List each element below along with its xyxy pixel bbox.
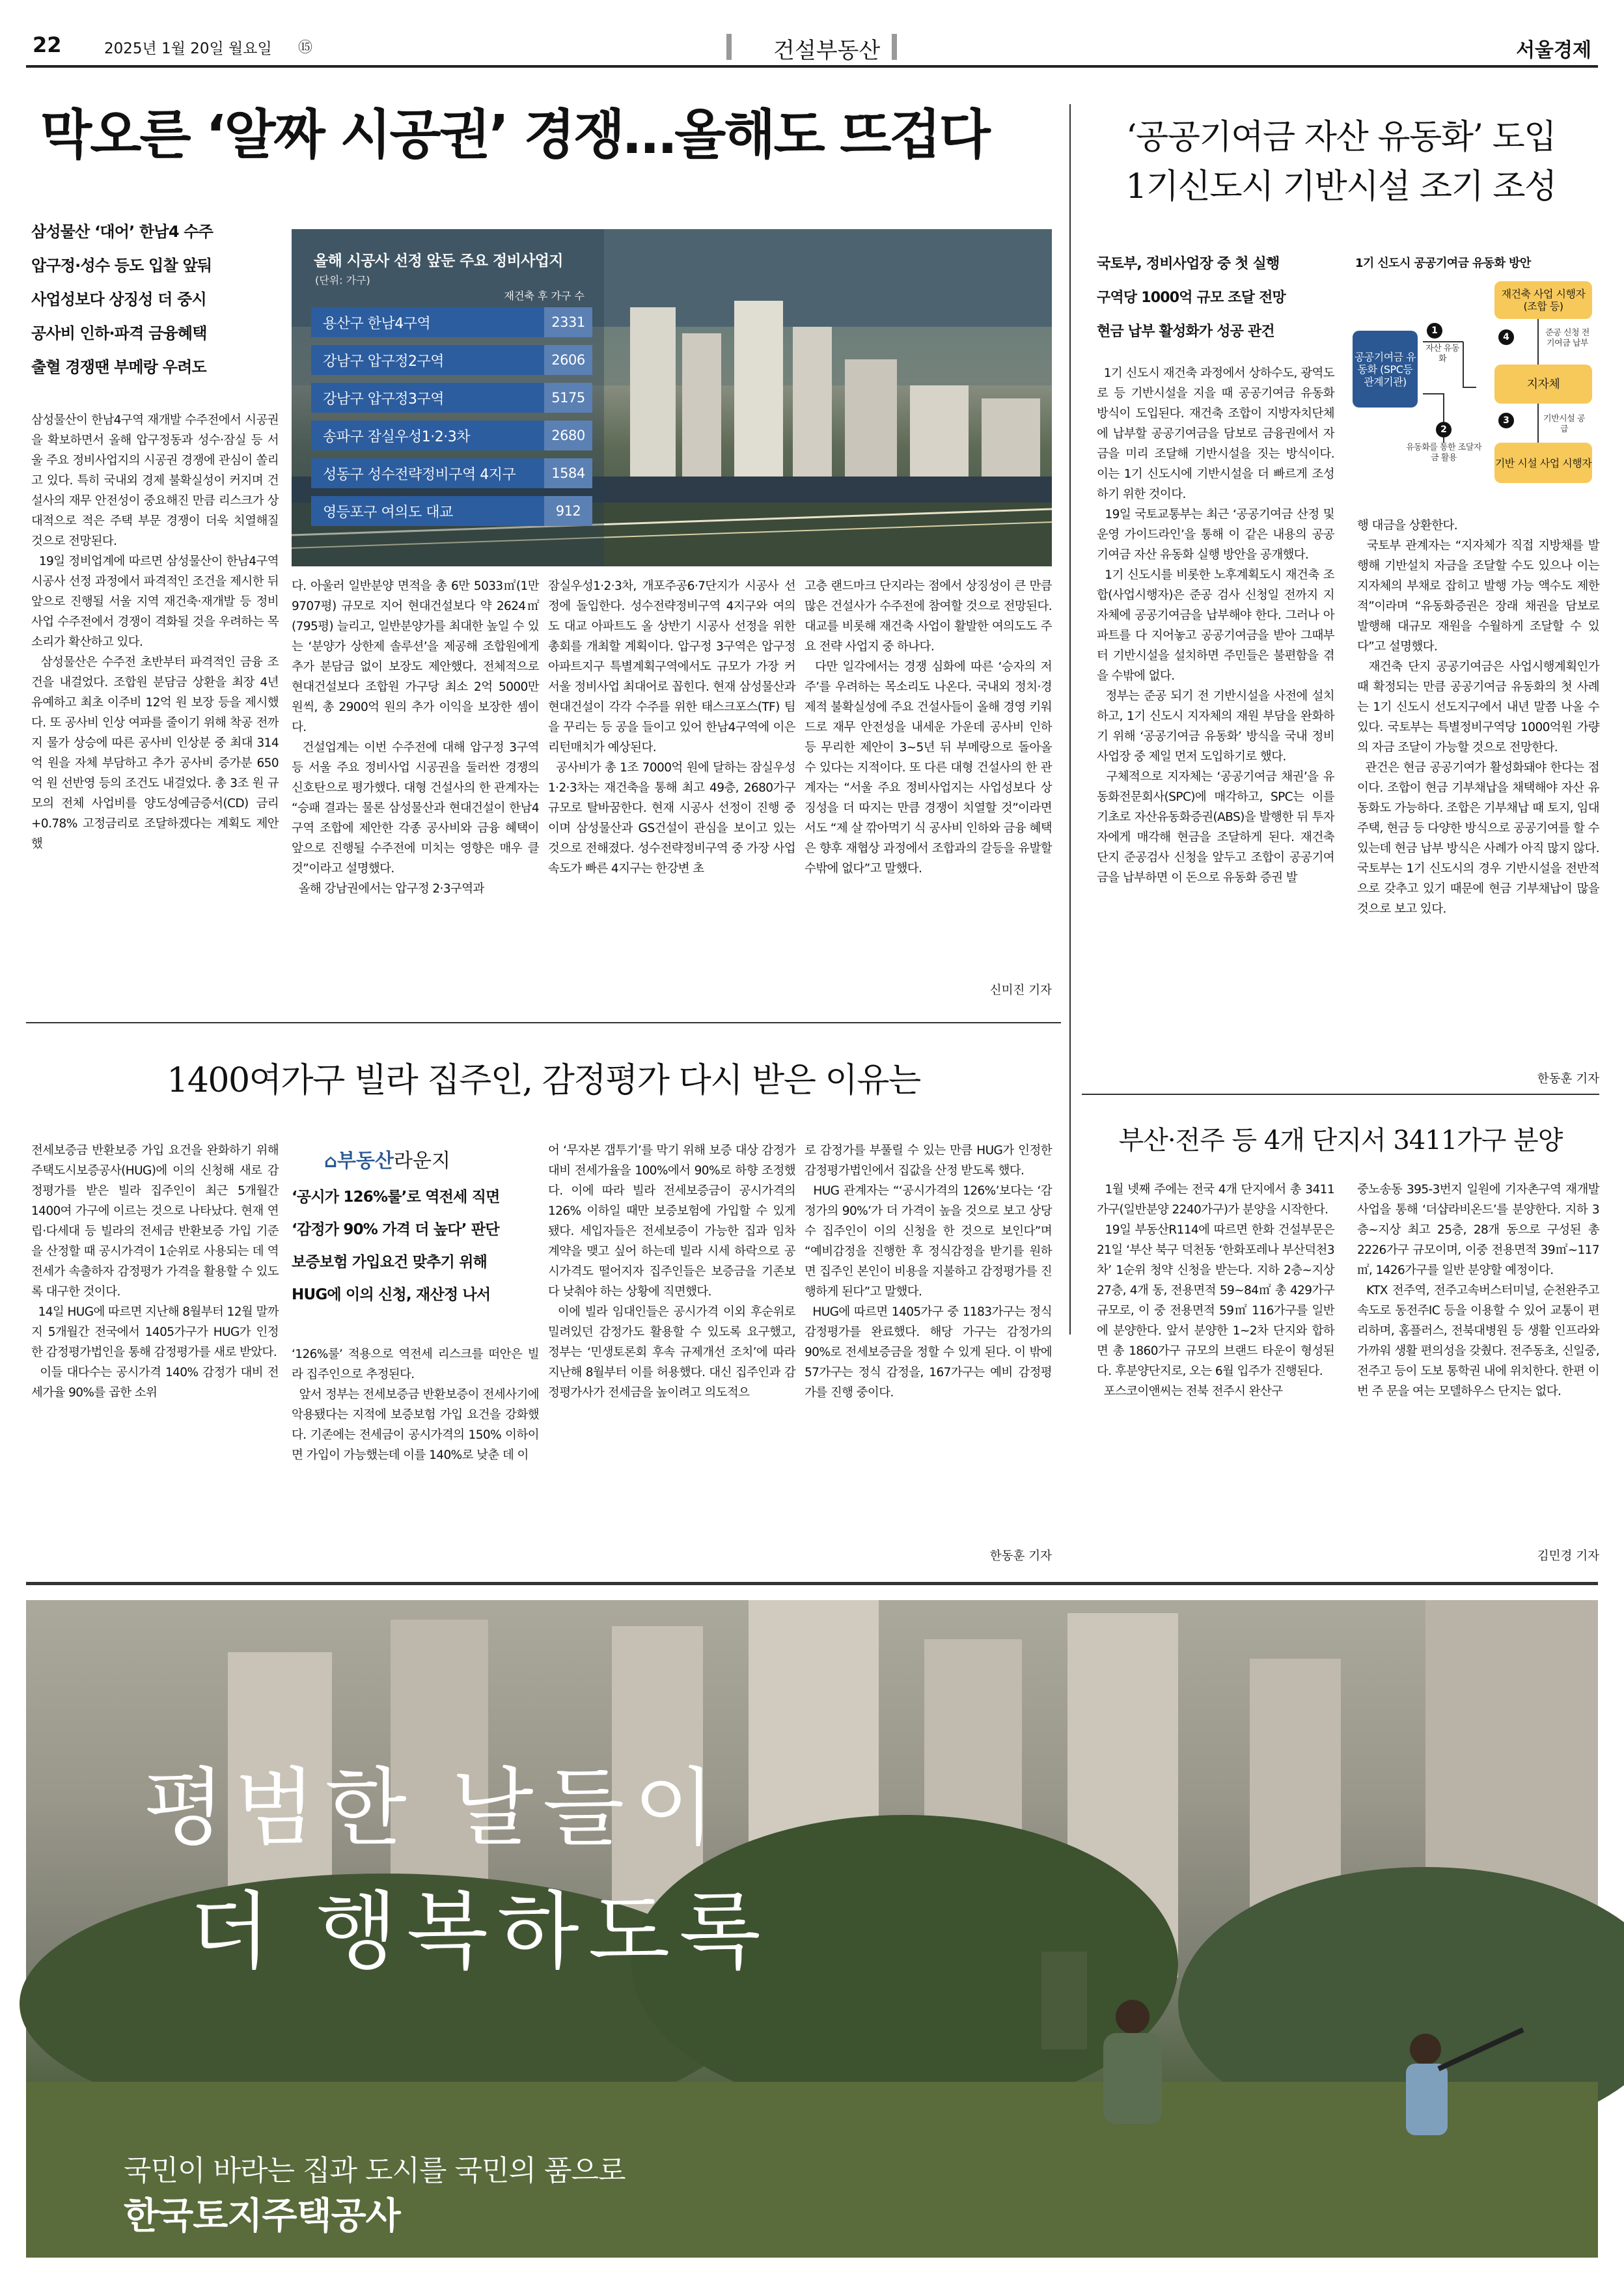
gov-node: 지자체	[1494, 365, 1592, 404]
row-value: 5175	[544, 383, 592, 413]
page-number: 22	[33, 33, 62, 57]
row-value: 2680	[544, 421, 592, 450]
villa-byline: 한동훈 기자	[989, 1549, 1052, 1563]
lounge-logo-suffix: 라운지	[394, 1150, 450, 1172]
row-name: 강남구 압구정3구역	[323, 391, 445, 408]
right-subheads	[1097, 247, 1331, 349]
table-row	[311, 307, 592, 337]
row-value: 912	[544, 496, 592, 526]
infra-node: 기반 시설 사업 시행자	[1494, 443, 1592, 483]
table-title: 올해 시공사 선정 앞둔 주요 정비사업지	[314, 253, 563, 270]
row-name: 송파구 잠실우성1·2·3차	[323, 428, 470, 445]
ad-top-rule	[26, 1582, 1598, 1585]
construction-photo	[292, 229, 1052, 566]
busan-col2: 중노송동 395-3번지 일원에 기자촌구역 재개발사업을 통해 ‘더샵라비온드’를 분양한다. 지하 3층~지상 최고 25층, 28개 동으로 구성된 총 2226가구 규모이며, 이중 전용면적 39㎡~117㎡, 1426가구를 일반 분양할 예정이다. KTX 전주역, 전주고속버스터미널, 순천완주고속도로 동전주IC 등을 이용할 수 있어 교통이 편리하며, 홈플러스, 전북대병원 등 생활 인프라와 가까워 생활 편의성을 갖췄다. 전주동초, 신일중, 전주고 등이 도보 통학권 내에 위치한다. 한편 이번 주 문을 여는 모델하우스 단지는 없다.	[1357, 1183, 1599, 1398]
edge-label-4: 준공 신청 전 기여금 납부	[1545, 328, 1590, 348]
villa-col3: 어 ‘무자본 갭투기’를 막기 위해 보증 대상 감정가 대비 전세가율을 100%에서 90%로 하향 조정했다. 이에 따라 빌라 전세보증금이 공시가격의 126% 이하일 때만 보증보험에 가입할 수 있게 됐다. 세입자들은 전세보증이 가능한 집과 임차 계약을 맺고 싶어 하는데 빌라 시세 하락으로 공시가격도 떨어지자 집주인들은 보증금을 기존보다 낮춰야 하는 상황에 직면했다. 이에 빌라 임대인들은 공시가격 이외 후순위로 밀려있던 감정가도 활용할 수 있도록 요구했고, 정부는 ‘민생토론회 후속 규제개선 조치’에 따라 지난해 8월부터 이를 허용했다. 대신 집주인과 감정평가사가 전세금을 높이려고 의도적으	[548, 1144, 795, 1400]
diagram-title: 1기 신도시 공공기여금 유동화 방안	[1355, 256, 1531, 270]
ad-slogan-2: 더 행복하도록	[189, 1882, 770, 1981]
subhead: 보증보험 가입요건 맞추기 위해	[292, 1254, 488, 1271]
row-value: 2331	[544, 307, 592, 337]
section-name: 건설부동산	[773, 38, 881, 64]
edge-label-1: 자산 유동화	[1425, 344, 1459, 364]
right-headline-2: 1기신도시 기반시설 조기 조성	[1125, 167, 1556, 206]
subhead: 삼성물산 ‘대어’ 한남4 수주	[31, 223, 213, 241]
villa-col1: 전세보증금 반환보증 가입 요건을 완화하기 위해 주택도시보증공사(HUG)에 이의 신청해 새로 감정평가를 받은 빌라 집주인이 최근 5개월간 1400여 가구에 이르는 것으로 나타났다. 현재 연립·다세대 등 빌라의 전세금 반환보증 가입 기준을 산정할 때 공시가격이 1순위로 사용되는 데 역전세가 속출하자 감정평가 가격을 활용할 수 있도록 대구한 것이다. 14일 HUG에 따르면 지난해 8월부터 12월 말까지 5개월간 전국에서 1405가구가 HUG가 인정한 감정평가법인을 통해 감정평가를 새로 받았다. 이들 대다수는 공시가격 140% 감정가 대비 전세가율 90%를 곱한 소위	[31, 1144, 279, 1400]
house-icon: ⌂	[324, 1150, 338, 1172]
main-headline: 막오른 ‘알짜 시공권’ 경쟁…올해도 뜨겁다	[40, 104, 989, 166]
subhead: 사업성보다 상징성 더 중시	[31, 290, 206, 309]
row-value: 2606	[544, 345, 592, 375]
edge-label-2: 유동화를 통한 조달자금 활용	[1406, 443, 1481, 463]
step-4: 4	[1498, 329, 1514, 345]
edge-label-3: 기반시설 공급	[1543, 414, 1585, 434]
table-row	[311, 458, 592, 488]
spc-node: 공공기여금 유동화 (SPC등 관계기관)	[1353, 331, 1418, 408]
header-gray-band	[726, 34, 732, 60]
row-name: 성동구 성수전략정비구역 4지구	[323, 466, 516, 483]
busan-byline: 김민경 기자	[1537, 1549, 1599, 1563]
main-article-col2: 다. 아울러 일반분양 면적을 총 6만 5033㎡(1만 9707평) 규모로 지어 현대건설보다 약 2624㎡(795평) 늘리고, 일반분양가를 최대한 높일 수 있는 ‘분양가 상한제 솔루션’을 제공해 조합원에게 추가 분담금 없이 보장도 제안했다. 전체적으로 현대건설보다 조합원 가구당 최소 2억 5000만 원씩, 총 2900억 원의 추가 이익을 보장한 셈이다. 건설업계는 이번 수주전에 대해 압구정 3구역 등 서울 주요 정비사업 시공권을 둘러싼 경쟁의 신호탄으로 평가했다. 대형 건설사의 한 관계자는 “승패 결과는 물론 삼성물산과 현대건설이 한남4구역 조합에 제안한 각종 공사비와 금융 혜택이 앞으로 진행될 수주전에 미치는 영향은 매우 클 것”이라고 설명했다. 올해 강남권에서는 압구정 2·3구역과	[292, 579, 539, 896]
step-2: 2	[1436, 422, 1452, 437]
newspaper-name: 서울경제	[1516, 39, 1591, 62]
table-col-header: 재건축 후 가구 수	[504, 290, 585, 302]
lounge-logo	[324, 1144, 450, 1173]
row-name: 용산구 한남4구역	[323, 315, 431, 332]
ad-company: 한국토지주택공사	[124, 2195, 400, 2237]
section-divider	[26, 1022, 1061, 1023]
step-1: 1	[1427, 323, 1442, 339]
table-panel	[292, 229, 604, 566]
issue-date: 2025년 1월 20일 월요일	[104, 40, 272, 57]
main-subheads	[31, 215, 279, 384]
busan-headline: 부산·전주 등 4개 단지서 3411가구 분양	[1118, 1126, 1563, 1155]
row-name: 영등포구 여의도 대교	[323, 504, 453, 521]
table-row	[311, 383, 592, 413]
main-article-col3: 잠실우성1·2·3차, 개포주공6·7단지가 시공사 선정에 돌입한다. 성수전략정비구역 4지구와 여의도 대교 아파트도 올 상반기 시공사 선정을 위한 총회를 개최할 계획이다. 압구정 3구역은 압구정 아파트지구 특별계획구역에서도 규모가 가장 커 서울 정비사업 최대어로 꼽힌다. 현재 삼성물산과 현대건설이 각각 수주를 위한 태스크포스(TF) 팀을 꾸리는 등 공을 들이고 있어 한남4구역에 이은 리턴매치가 예상된다. 공사비가 총 1조 7000억 원에 달하는 잠실우성1·2·3차는 재건축을 통해 최고 49층, 2680가구 규모로 탈바꿈한다. 현재 시공사 선정이 진행 중이며 삼성물산과 GS건설이 관심을 보이고 있는 것으로 전해졌다. 성수전략정비구역 중 가장 사업 속도가 빠른 4지구는 한강변 초	[548, 579, 795, 876]
column-divider	[1069, 104, 1071, 1335]
flow-diagram	[1346, 247, 1600, 495]
lounge-box	[292, 1141, 539, 1329]
busan-col1: 1월 넷째 주에는 전국 4개 단지에서 총 3411가구(일반분양 2240가구)가 분양을 시작한다. 19일 부동산R114에 따르면 한화 건설부문은 21일 ‘부산 북구 덕천동 ‘한화포레나 부산덕천3차’ 1순위 청약 신청을 받는다. 지하 2층~지상 27층, 4개 동, 전용면적 59~84㎡ 총 429가구 규모로, 이 중 전용면적 59㎡ 116가구를 일반에 분양한다. 앞서 분양한 1~2차 단지와 합하면 총 1860가구 규모의 브랜드 타운이 형성된다. 후분양단지로, 오는 6월 입주가 진행된다. 포스코이앤씨는 전북 전주시 완산구	[1097, 1183, 1334, 1398]
villa-headline: 1400여가구 빌라 집주인, 감정평가 다시 받은 이유는	[167, 1061, 920, 1100]
villa-col2: ‘126%룰’ 적용으로 역전세 리스크를 떠안은 빌라 집주인으로 추정된다. 앞서 정부는 전세보증금 반환보증이 전세사기에 악용됐다는 지적에 보증보험 가입 요건을 강화했다. 기존에는 전세금이 공시가격의 150% 이하이면 가입이 가능했는데 이를 140%로 낮춘 데 이	[292, 1348, 540, 1462]
section-divider	[1082, 1094, 1599, 1095]
subhead: ‘공시가 126%룰’로 역전세 직면	[292, 1189, 500, 1206]
right-article-col2: 행 대금을 상환한다. 국토부 관계자는 “지자체가 직접 지방채를 발행해 기반설치 자금을 조달할 수도 있으나 이는 지자체의 부채로 잡히고 발행 가능 액수도 제한적”이라며 “유동화증권은 장래 채권을 담보로 발행해 대규모 재원을 수월하게 조달할 수 있다”고 설명했다. 재건축 단지 공공기여금은 사업시행계획인가 때 확정되는 만큼 공공기여금 유동화의 첫 사례는 1기 신도시 선도지구에서 내년 말쯤 나올 수 있다. 국토부는 특별정비구역당 1000억원 가량의 자금 조달이 가능할 것으로 전망한다. 관건은 현금 공공기여가 활성화돼야 한다는 점이다. 조합이 현금 기부채납을 채택해야 자산 유동화도 가능하다. 조합은 기부채납 때 토지, 임대주택, 현금 등 다양한 방식으로 공공기여를 할 수 있는데 현금 납부 방식은 사례가 아직 많지 않다. 국토부는 1기 신도시의 경우 기반시설을 전반적으로 갖추고 있기 때문에 현금 기부채납이 많을 것으로 보고 있다.	[1357, 519, 1600, 916]
subhead: 압구정·성수 등도 입찰 앞둬	[31, 256, 212, 275]
subhead: 구역당 1000억 규모 조달 전망	[1097, 290, 1286, 306]
right-headline-1: ‘공공기여금 자산 유동화’ 도입	[1126, 118, 1556, 157]
subhead: HUG에 이의 신청, 재산정 나서	[292, 1286, 491, 1303]
lounge-logo-text: 부동산	[337, 1150, 394, 1172]
villa-col4: 로 감정가를 부풀릴 수 있는 만큼 HUG가 인정한 감정평가법인에서 집값을 산정 받도록 했다. HUG 관계자는 “‘공시가격의 126%’보다는 ‘감정가의 90%’가 더 가격이 높을 것으로 보고 상당수 집주인이 이의 신청을 한 것으로 보인다”며 “예비감정을 진행한 후 정식감정을 받기를 원하면 집주인 본인이 비용을 지불하고 감정평가를 진행하게 된다”고 말했다. HUG에 따르면 1405가구 중 1183가구는 정식감정평가를 완료했다. 해당 가구는 감정가의 90%로 전세보증금을 정할 수 있게 된다. 이 밖에 57가구는 정식 감정을, 167가구는 예비 감정평가를 진행 중이다.	[805, 1144, 1052, 1400]
right-article-col1: 1기 신도시 재건축 과정에서 상하수도, 광역도로 등 기반시설을 지을 때 공공기여금 유동화 방식이 도입된다. 재건축 조합이 지방자치단체에 납부할 공공기여금을 담보로 금융권에서 자금을 미리 조달해 기반시설을 짓는 방식이다. 이는 1기 신도시에 기반시설을 더 빠르게 조성하기 위한 것이다. 19일 국토교통부는 최근 ‘공공기여금 산정 및 운영 가이드라인’을 통해 이 같은 내용의 공공기여금 자산 유동화 실행 방안을 공개했다. 1기 신도시를 비롯한 노후계획도시 재건축 조합(사업시행자)은 준공 검사 신청일 전까지 지자체에 공공기여금을 납부해야 한다. 그러나 아파트를 다 지어놓고 공공기여금을 받아 그때부터 기반시설을 설치하면 주민들은 불편함을 겪을 수밖에 없다. 정부는 준공 되기 전 기반시설을 사전에 설치하고, 1기 신도시 지자체의 재원 부담을 완화하기 위해 ‘공공기여금 유동화’ 방식을 국내 정비사업장 중 제일 먼저 도입하기로 했다. 구체적으로 지자체는 ‘공공기여금 채권’을 유동화전문회사(SPC)에 매각하고, SPC는 이를 기초로 자산유동화증권(ABS)을 발행한 뒤 투자자에게 매각해 현금을 조달하게 된다. 재건축 단지 준공검사 신청을 앞두고 조합이 공공기여금을 납부하면 이 돈으로 유동화 증권 발	[1097, 367, 1335, 885]
subhead: 공사비 인하·파격 금융혜택	[31, 324, 207, 342]
table-row	[311, 496, 592, 526]
ad-slogan-1: 평범한 날들이	[143, 1758, 724, 1857]
subhead: 국토부, 정비사업장 중 첫 실행	[1097, 256, 1280, 272]
header-rule	[26, 65, 1598, 68]
table-row	[311, 421, 592, 450]
ad-tagline: 국민이 바라는 집과 도시를 국민의 품으로	[124, 2154, 626, 2187]
table-row	[311, 345, 592, 375]
step-3: 3	[1498, 413, 1514, 428]
lounge-subheads	[292, 1181, 539, 1311]
row-value: 1584	[544, 458, 592, 488]
subhead: 현금 납부 활성화가 성공 관건	[1097, 324, 1274, 340]
subhead: ‘감정가 90% 가격 더 높다’ 판단	[292, 1221, 499, 1238]
page-header	[26, 25, 1598, 65]
main-article-col1: 삼성물산이 한남4구역 재개발 수주전에서 시공권을 확보하면서 올해 압구정동과 성수·잠실 등 서울 주요 정비사업지의 시공권 경쟁에 관심이 쏠리고 있다. 특히 국내외 경제 불확실성이 커지며 건설사의 재무 안전성이 중요해진 만큼 리스크가 상대적으로 적은 주택 부문 경쟁이 더욱 치열해질 것으로 전망된다. 19일 정비업계에 따르면 삼성물산이 한남4구역 시공사 선정 과정에서 파격적인 조건을 제시한 뒤 앞으로 진행될 서울 지역 재건축·재개발 등 정비사업 수주전에서 경쟁이 격화될 것을 우려하는 목소리가 확산하고 있다. 삼성물산은 수주전 초반부터 파격적인 금융 조건을 내걸었다. 조합원 분담금 상환을 최장 4년 유예하고 최초 이주비 12억 원 보장 등을 제시했다. 또 공사비 인상 여파를 줄이기 위해 착공 전까지 물가 상승에 따른 공사비 인상분 중 최대 314억 원을 자체 부담하고 추가 공사비 증가분 650억 원 선반영 등의 조건도 내걸었다. 총 3조 원 규모의 전체 사업비를 양도성예금증서(CD) 금리+0.78% 고정금리로 조달하겠다는 계획도 제안했	[31, 413, 279, 851]
subhead: 출혈 경쟁땐 부메랑 우려도	[31, 358, 206, 376]
row-name: 강남구 압구정2구역	[323, 353, 445, 370]
main-article-col4: 고층 랜드마크 단지라는 점에서 상징성이 큰 만큼 많은 건설사가 수주전에 참여할 것으로 전망된다. 대교를 비롯해 재건축 사업이 활발한 여의도도 주요 전략 사업지 중 하나다. 다만 일각에서는 경쟁 심화에 따른 ‘승자의 저주’를 우려하는 목소리도 나온다. 국내외 정치·경제적 불확실성에 주요 건설사들이 올해 경영 키워드로 재무 안전성을 내세운 가운데 공사비 인하 등 무리한 제안이 3~5년 뒤 부메랑으로 돌아올 수 있다는 지적이다. 또 다른 대형 건설사의 한 관계자는 “서울 주요 정비사업지는 사업성보다 상징성을 더 따지는 만큼 경쟁이 치열할 것”이라면서도 “제 살 깎아먹기 식 공사비 인하와 금융 혜택은 향후 재협상 과정에서 조합과의 갈등을 유발할 수밖에 없다”고 말했다.	[805, 579, 1052, 876]
table-unit: (단위: 가구)	[315, 274, 370, 286]
right-byline: 한동훈 기자	[1537, 1072, 1599, 1086]
recon-node: 재건축 사업 시행자 (조합 등)	[1494, 281, 1592, 319]
header-gray-band	[892, 34, 897, 60]
ad-banner	[26, 1600, 1598, 2258]
main-byline: 신미진 기자	[950, 981, 1052, 998]
edition-mark: ⑮	[298, 40, 313, 56]
